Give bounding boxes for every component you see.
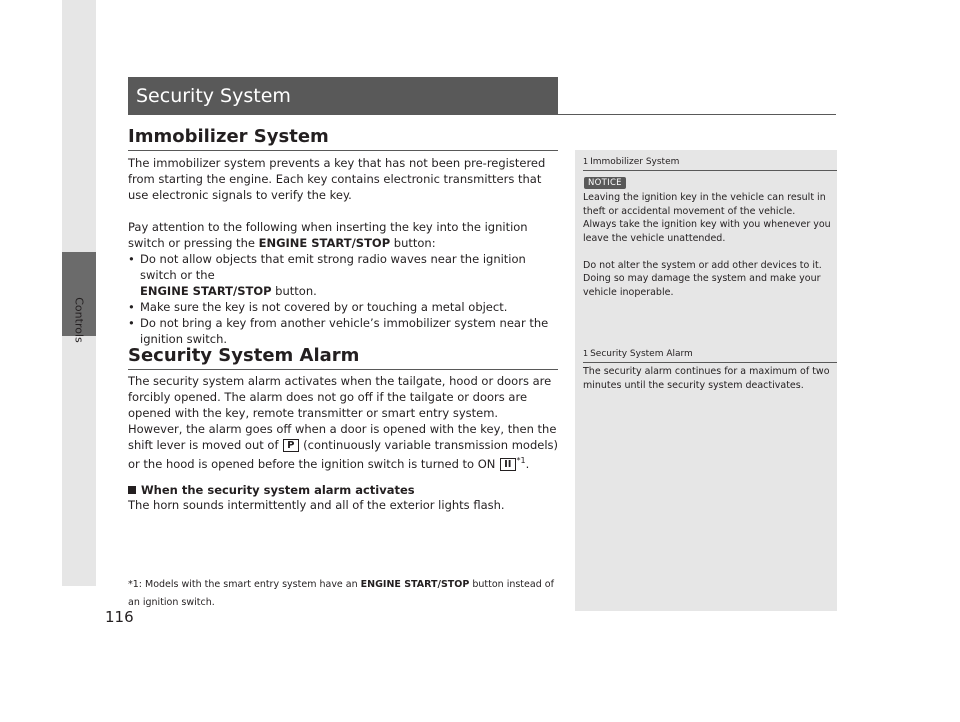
- immobilizer-body: [128, 155, 560, 347]
- shift-p-icon: P: [283, 439, 298, 452]
- square-bullet-icon: [128, 486, 136, 494]
- side-box-immobilizer-title: 1 Immobilizer System: [583, 157, 680, 167]
- page-number: 116: [105, 608, 134, 626]
- immobilizer-para2: Pay attention to the following when inserting the key into the ignition switch or pressing the ENGINE START/STOP button:: [128, 220, 528, 250]
- alarm-para1: The security system alarm activates when the tailgate, hood or doors are forcibly opened. The alarm does not go off if the tailgate or doors are opened with the key, remote transmitter or smart entry system.: [128, 374, 552, 420]
- immobilizer-bullet-3: • Do not bring a key from another vehicle’s immobilizer system near the ignition switch.: [128, 315, 560, 347]
- alarm-heading: Security System Alarm: [128, 345, 360, 366]
- side-box-alarm-rule: [583, 362, 837, 363]
- alarm-rule: [128, 369, 558, 370]
- alarm-body: [128, 373, 560, 472]
- alarm-para2: However, the alarm goes off when a door is opened with the key, then the shift lever is moved out of P (continuously variable transmission models) or the hood is opened before the ignition switch is turned to ON II $^{*1}$.: [128, 422, 559, 471]
- footnote: *1: Models with the smart entry system have an ENGINE START/STOP button instead of an ignition switch.: [128, 579, 554, 608]
- alarm-sub-text: The horn sounds intermittently and all of the exterior lights flash.: [128, 498, 505, 512]
- side-box-alarm-text: The security alarm continues for a maximum of two minutes until the security system deactivates.: [583, 366, 830, 391]
- ignition-on-icon: II: [500, 458, 515, 471]
- immobilizer-bullet-2: • Make sure the key is not covered by or touching a metal object.: [128, 299, 560, 315]
- side-box-immobilizer-text: Leaving the ignition key in the vehicle can result in theft or accidental movement of the vehicle. Always take the ignition key with you whenever you leave the vehicle unattended. Do not alter the system or add other devices to it. Doing so may damage the system and make your vehicle inoperable.: [583, 192, 831, 298]
- immobilizer-rule: [128, 150, 558, 151]
- reference-marker-icon: 1: [583, 349, 589, 358]
- immobilizer-bullet-1: • Do not allow objects that emit strong radio waves near the ignition switch or the ENGINE START/STOP button.: [128, 251, 560, 299]
- title-rule: [558, 114, 836, 115]
- notice-badge: NOTICE: [584, 177, 626, 189]
- side-box-alarm-title: 1 Security System Alarm: [583, 349, 693, 359]
- reference-marker-icon: 1: [583, 157, 589, 166]
- immobilizer-para1: The immobilizer system prevents a key that has not been pre-registered from starting the engine. Each key contains electronic transmitters that use electronic signals to verify the key.: [128, 156, 546, 202]
- alarm-subheading: When the security system alarm activates: [128, 483, 415, 497]
- immobilizer-heading: Immobilizer System: [128, 126, 329, 147]
- page-title: Security System: [128, 77, 558, 115]
- side-box-immobilizer-rule: [583, 170, 837, 171]
